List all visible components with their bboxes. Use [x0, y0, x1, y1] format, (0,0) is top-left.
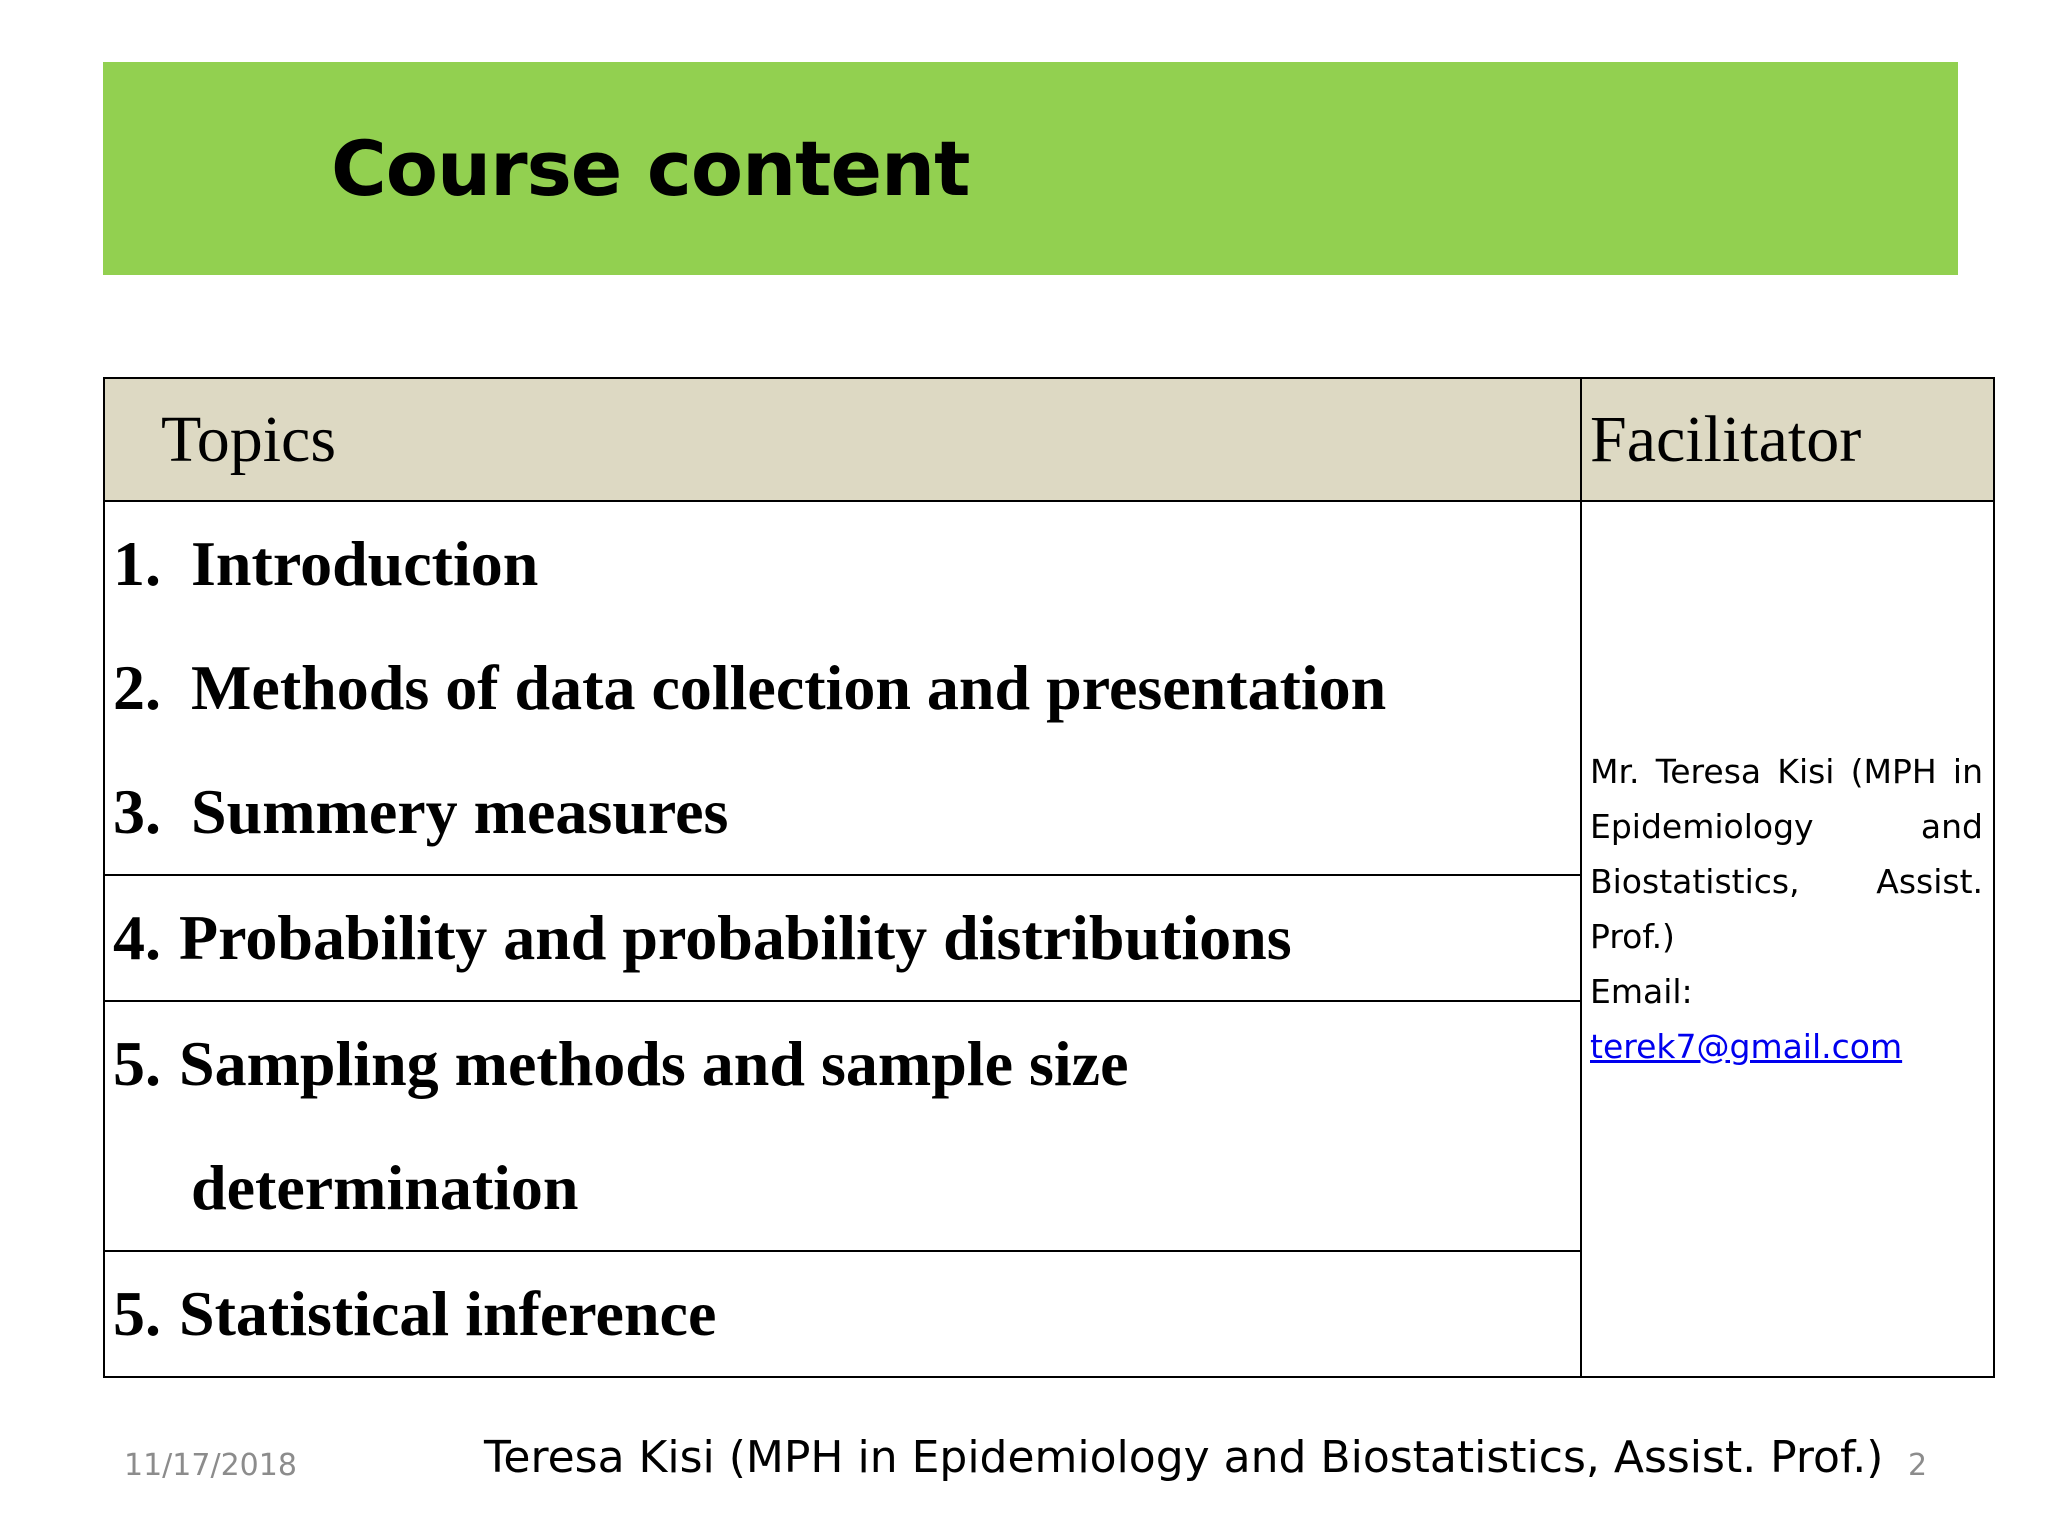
course-table: [103, 377, 1995, 1378]
header-topics: Topics: [104, 378, 1581, 501]
topic-group-3: [104, 1001, 1581, 1251]
facilitator-description: Mr. Teresa Kisi (MPH in Epidemiology and Biostatistics, Assist. Prof.): [1590, 752, 1983, 956]
table-row: [104, 501, 1994, 875]
topic-item-continuation: determination: [191, 1152, 579, 1223]
topic-item: 3. Summery measures: [113, 776, 729, 847]
title-bar: [103, 62, 1958, 275]
header-facilitator: Facilitator: [1581, 378, 1994, 501]
topic-item: 1. Introduction: [113, 528, 539, 599]
topic-item: 2. Methods of data collection and presentation: [113, 652, 1387, 723]
email-label: Email:: [1590, 972, 1693, 1011]
topic-item: 5. Sampling methods and sample size: [113, 1028, 1129, 1099]
table-header-row: [104, 378, 1994, 501]
footer-date: 11/17/2018: [124, 1448, 297, 1483]
topic-group-1: [104, 501, 1581, 875]
email-link[interactable]: terek7@gmail.com: [1590, 1027, 1903, 1066]
topic-group-2: [104, 875, 1581, 1001]
slide-title: Course content: [331, 124, 970, 213]
facilitator-cell: [1581, 501, 1994, 1377]
topic-group-4: [104, 1251, 1581, 1377]
page-number: 2: [1908, 1448, 1928, 1483]
topic-item: 4. Probability and probability distributions: [113, 902, 1292, 973]
topic-item: 5. Statistical inference: [113, 1278, 717, 1349]
footer-author: Teresa Kisi (MPH in Epidemiology and Biostatistics, Assist. Prof.): [484, 1432, 1884, 1483]
